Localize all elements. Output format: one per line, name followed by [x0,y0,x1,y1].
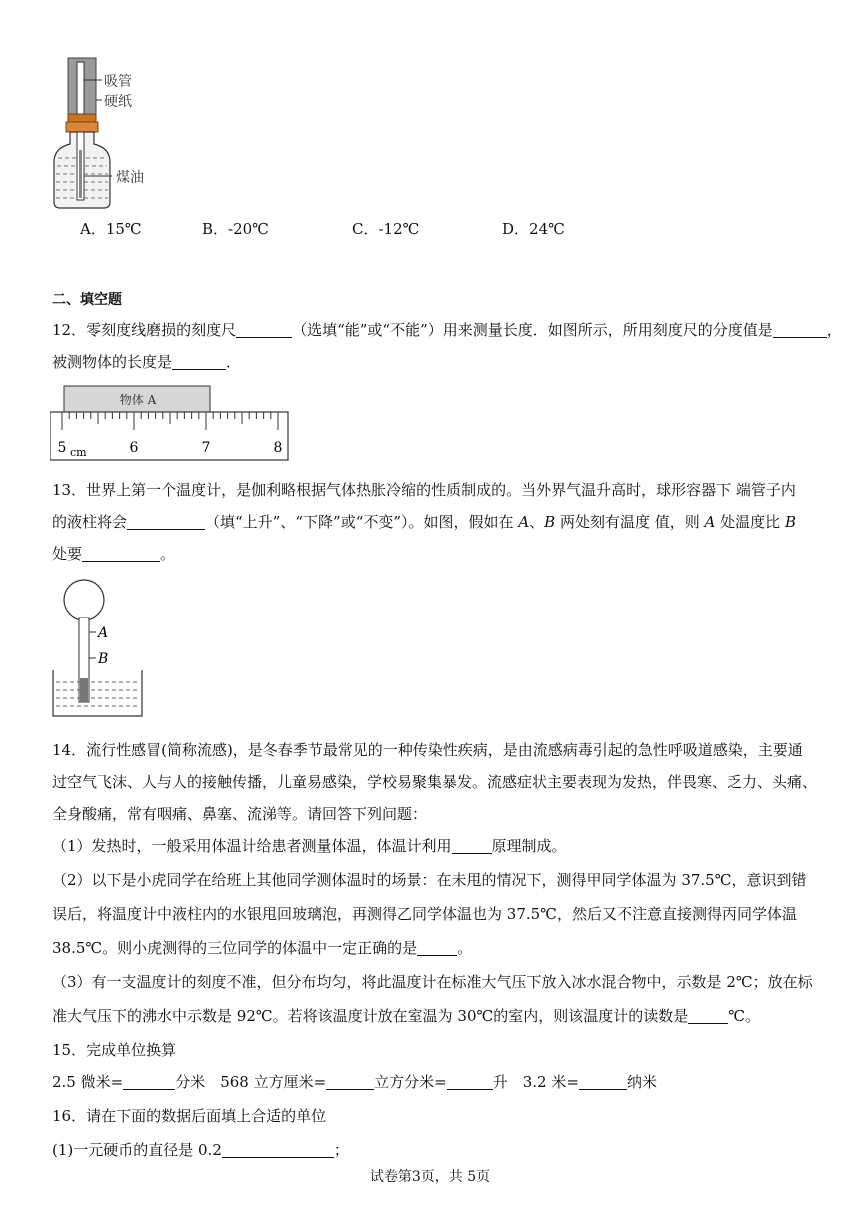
q14-line1: 14．流行性感冒(简称流感)，是冬春季节最常见的一种传染性疾病，是由流感病毒引起的急性呼吸道感染，主要通 [52,741,803,759]
galileo-thermometer-figure [50,578,180,720]
option-b: B．-20℃ [202,220,269,238]
q14-line3: 全身酸痛，常有咽痛、鼻塞、流涕等。请回答下列问题： [52,805,428,823]
option-d: D．24℃ [502,220,565,238]
mark-a-label: A [98,625,109,641]
q14-line2: 过空气飞沫、人与人的接触传播，儿童易感染，学校易聚集暴发。流感症状主要表现为发热，伴畏寒、乏力、头痛、 [52,773,818,791]
q16-title: 16．请在下面的数据后面填上合适的单位 [52,1107,327,1125]
q12-line2: 被测物体的长度是 ． [52,353,242,371]
ruler-figure [50,384,290,464]
page-footer: 试卷第3页，共 5页 [369,1169,491,1185]
cardboard-label: 硬纸 [104,94,132,110]
q15-conversions: 2.5 微米= 分米 568 立方厘米= 立方分米= 升 3.2 米= 纳米 [52,1073,657,1091]
q12-line1: 12．零刻度线磨损的刻度尺 （选填“能”或“不能”）用来测量长度．如图所示，所用刻度尺的分度值是 ， [52,321,842,339]
q14-sub2-line3: 38.5℃。则小虎测得的三位同学的体温中一定正确的是 。 [52,939,473,957]
q13-line2: 的液柱将会 （填“上升”、“下降”或“不变”）。如图，假如在 A、B 两处刻有温度 值，则 A 处温度比 B [52,513,796,531]
object-a-label: 物体 A [119,393,157,407]
tick-5: 5 [57,440,67,456]
kerosene-label: 煤油 [116,170,144,186]
q14-sub3-line1: （3）有一支温度计的刻度不准，但分布均匀，将此温度计在标准大气压下放入冰水混合物中，示数是 2℃；放在标 [52,973,813,991]
q15-title: 15．完成单位换算 [52,1041,177,1059]
tick-8: 8 [273,440,283,456]
option-a: A．15℃ [80,220,142,238]
option-c: C．-12℃ [352,220,420,238]
q14-sub2-line2: 误后，将温度计中液柱内的水银甩回玻璃泡，再测得乙同学体温也为 37.5℃，然后又不注意直接测得丙同学体温 [52,905,797,923]
mark-b-label: B [98,651,109,667]
q13-line3: 处要 。 [52,545,176,563]
q14-sub2-line1: （2）以下是小虎同学在给班上其他同学测体温时的场景：在未甩的情况下，测得甲同学体温为 37.5℃，意识到错 [52,871,807,889]
straw-label: 吸管 [104,74,132,90]
kerosene-thermometer-figure [48,52,168,212]
q14-sub1: （1）发热时，一般采用体温计给患者测量体温，体温计利用 原理制成。 [52,837,567,855]
q16-sub1: (1)一元硬币的直径是 0.2 ； [52,1141,349,1159]
tick-7: 7 [201,440,211,456]
tick-6: 6 [129,440,139,456]
q14-sub3-line2: 准大气压下的沸水中示数是 92℃。若将该温度计放在室温为 30℃的室内，则该温度计的读数是 ℃。 [52,1007,761,1025]
q13-line1: 13．世界上第一个温度计，是伽利略根据气体热胀冷缩的性质制成的。当外界气温升高时，球形容器下 端管子内 [52,481,796,499]
section-title: 二、填空题 [52,292,122,308]
unit-cm: cm [70,446,87,459]
